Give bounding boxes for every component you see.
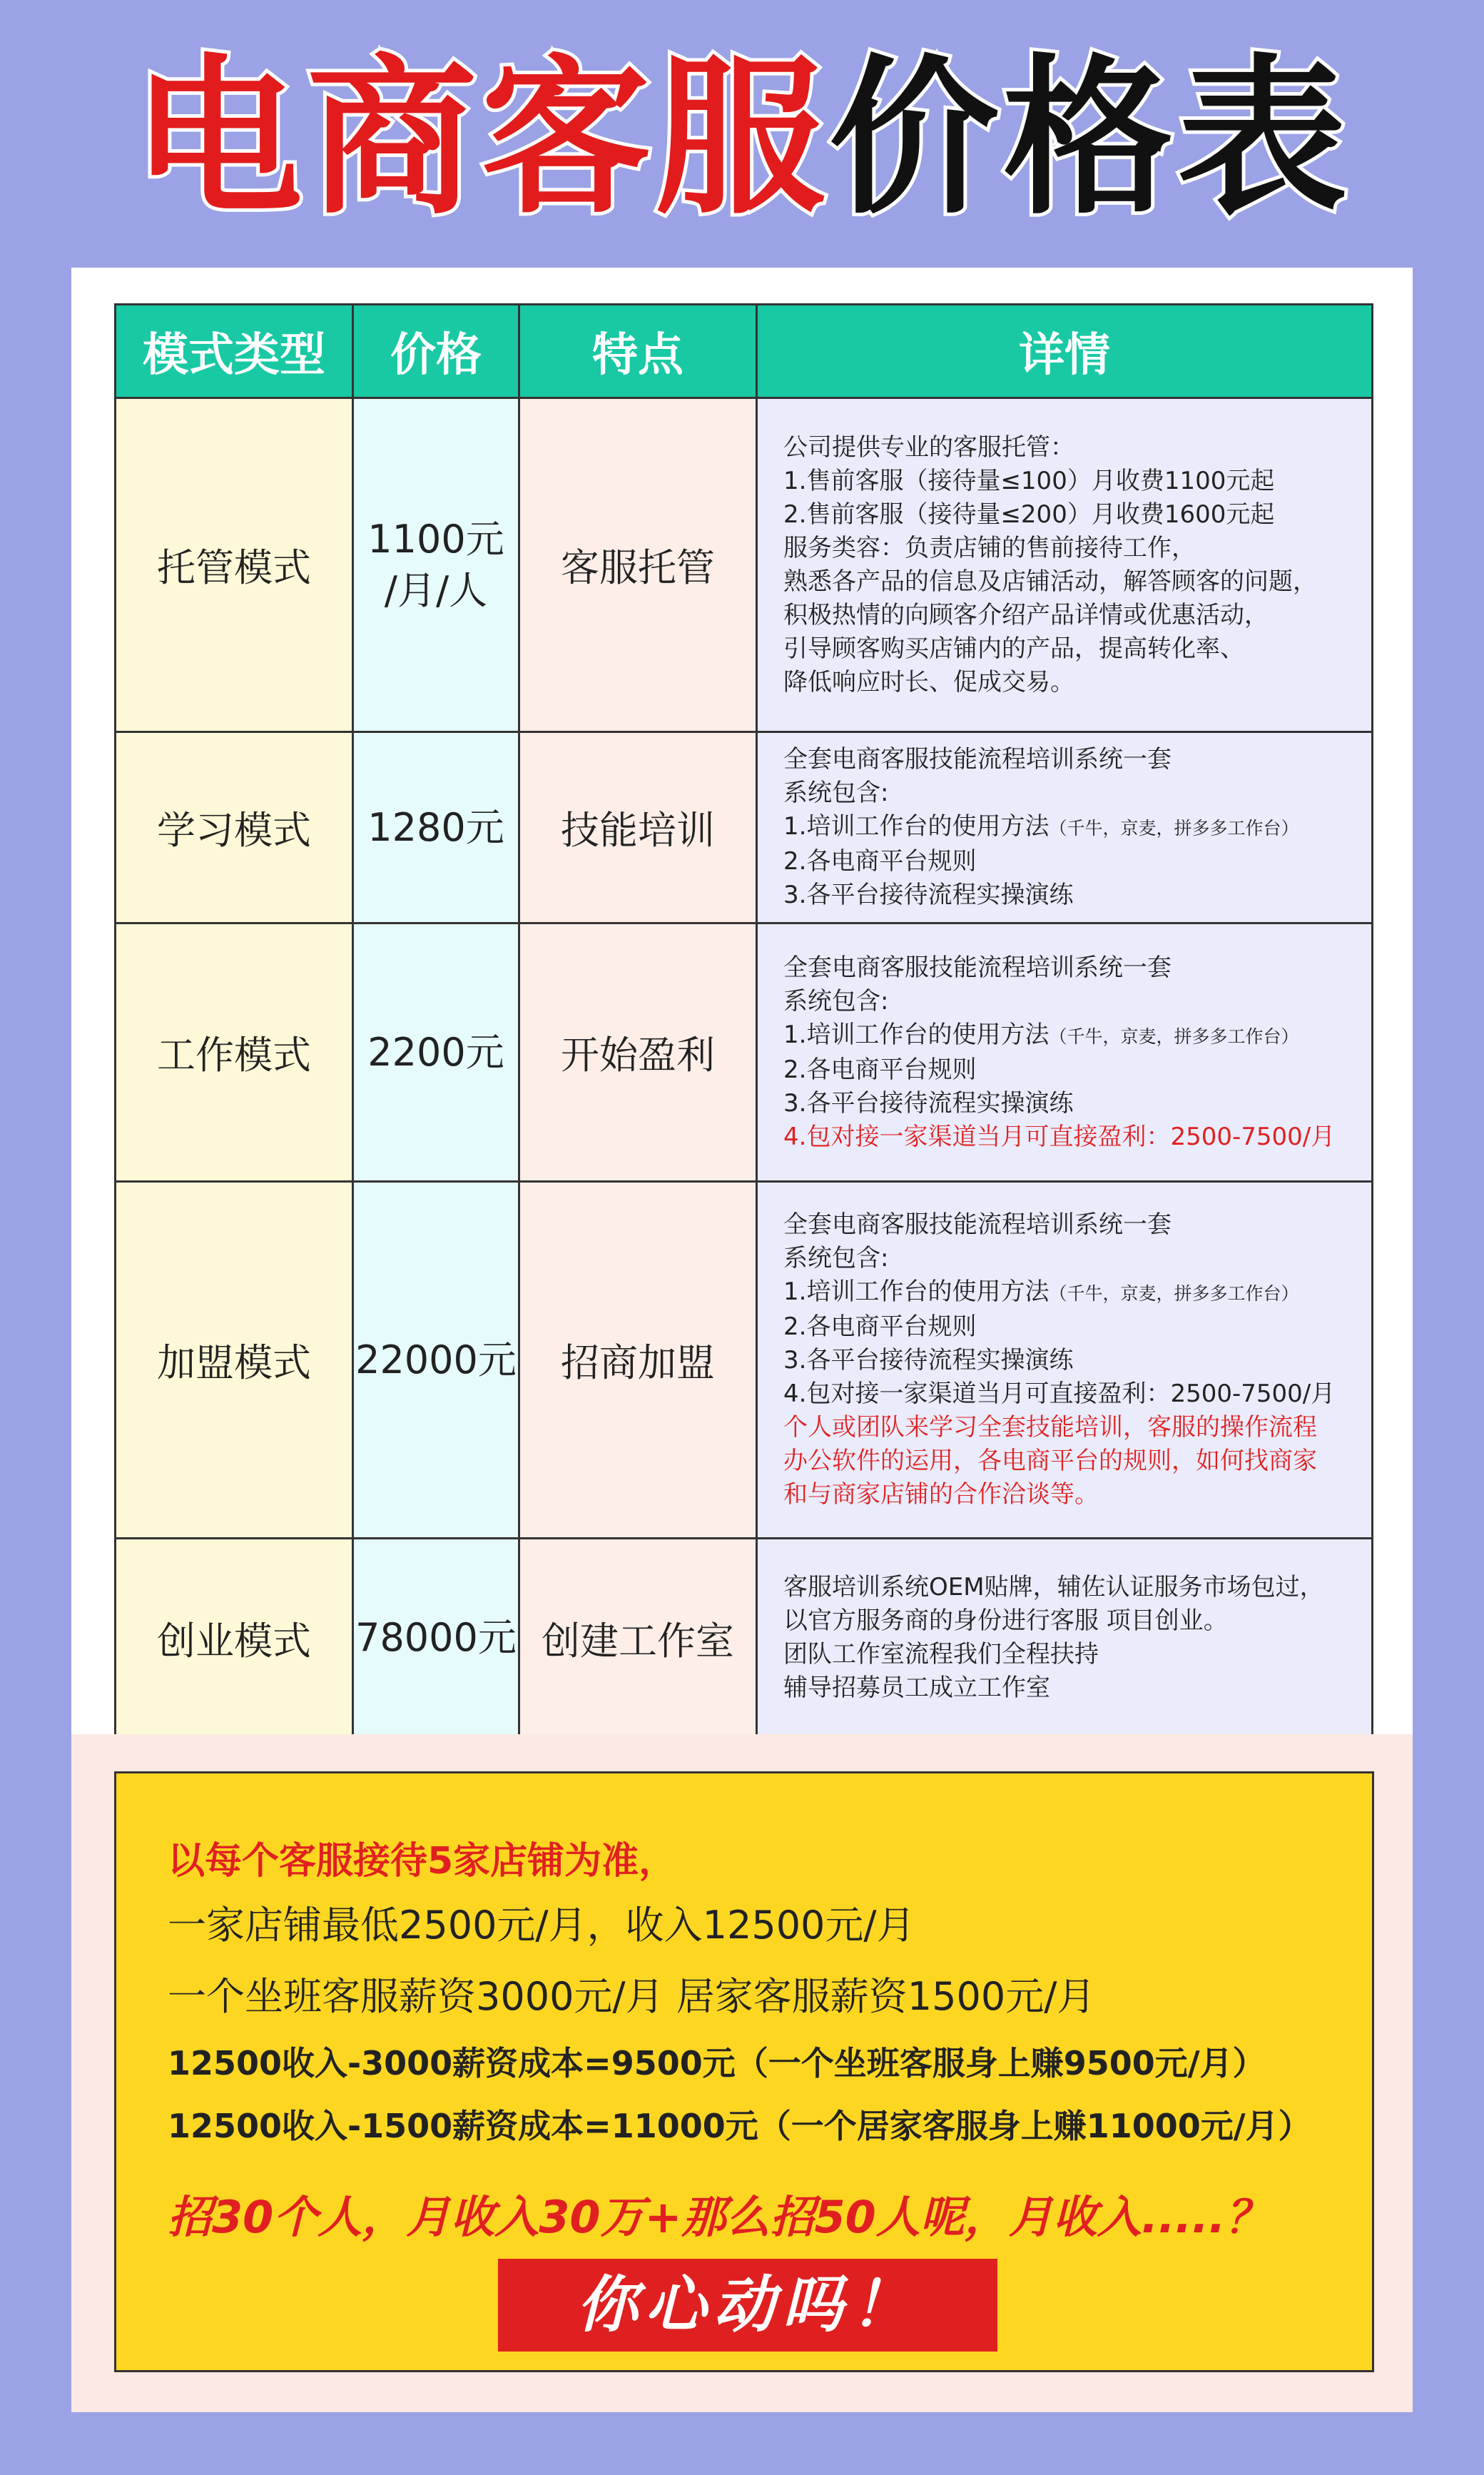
detail-line: 3.各平台接待流程实操演练 [783, 1088, 1074, 1118]
header-price: 价格 [353, 305, 519, 398]
promo-panel [71, 1734, 1413, 2412]
detail-note: （千牛，京麦，拼多多工作台） [1049, 1283, 1299, 1304]
detail-line: 服务类容：负责店铺的售前接待工作， [783, 533, 1196, 562]
table-row [116, 732, 1373, 923]
detail-line: 3.各平台接待流程实操演练 [783, 1346, 1074, 1375]
detail-line: 降低响应时长、促成交易。 [783, 667, 1074, 697]
price-line: 1100元 [367, 516, 504, 562]
table-row [116, 398, 1373, 732]
title-red-part: 电商客服 [133, 40, 829, 238]
detail-line-highlight: 和与商家店铺的合作洽谈等。 [783, 1480, 1099, 1509]
promo-calc-line: 12500收入-1500薪资成本=11000元（一个居家客服身上赚11000元/月） [168, 2107, 1311, 2145]
detail-line [783, 1018, 1367, 1053]
feature-cell: 技能培训 [519, 732, 757, 923]
price-line: /月/人 [384, 567, 488, 613]
feature-cell: 客服托管 [519, 398, 757, 732]
detail-line-highlight: 办公软件的运用，各电商平台的规则，如何找商家 [783, 1447, 1317, 1475]
detail-line-highlight: 个人或团队来学习全套技能培训，客服的操作流程 [783, 1413, 1317, 1442]
cta-banner: 你心动吗！ [498, 2259, 997, 2352]
price-table-card [71, 268, 1413, 1734]
detail-line: 3.各平台接待流程实操演练 [783, 881, 1074, 909]
detail-note: （千牛，京麦，拼多多工作台） [1049, 818, 1299, 839]
mode-cell: 托管模式 [116, 398, 353, 732]
header-mode: 模式类型 [116, 305, 353, 398]
detail-line: 全套电商客服技能流程培训系统一套 [783, 745, 1172, 774]
feature-cell: 招商加盟 [519, 1182, 757, 1539]
detail-line: 积极热情的向顾客介绍产品详情或优惠活动， [783, 600, 1269, 629]
price-cell: 1280元 [353, 732, 519, 923]
promo-box [114, 1771, 1374, 2372]
page-title [0, 40, 1484, 238]
detail-text: 1.培训工作台的使用方法 [783, 1020, 1050, 1049]
detail-line: 客服培训系统OEM贴牌，辅佐认证服务市场包过， [783, 1573, 1324, 1601]
price-cell: 22000元 [353, 1182, 519, 1539]
detail-line: 系统包含: [783, 1244, 889, 1272]
detail-line: 2.各电商平台规则 [783, 1055, 977, 1084]
detail-line: 2.各电商平台规则 [783, 847, 977, 876]
promo-line: 一家店铺最低2500元/月，收入12500元/月 [168, 1903, 915, 1948]
table-row [116, 1539, 1373, 1738]
detail-line: 2.售前客服（接待量≤200）月收费1600元起 [783, 500, 1275, 529]
promo-line: 一个坐班客服薪资3000元/月 居家客服薪资1500元/月 [168, 1974, 1096, 2019]
detail-line: 全套电商客服技能流程培训系统一套 [783, 1210, 1172, 1239]
mode-cell: 加盟模式 [116, 1182, 353, 1539]
mode-cell: 学习模式 [116, 732, 353, 923]
detail-note: （千牛，京麦，拼多多工作台） [1049, 1026, 1299, 1047]
details-cell [757, 1539, 1373, 1738]
price-table [114, 303, 1373, 1738]
detail-line-highlight: 4.包对接一家渠道当月可直接盈利：2500-7500/月 [783, 1122, 1336, 1151]
details-cell [757, 732, 1373, 923]
table-row [116, 1182, 1373, 1539]
details-cell [757, 398, 1373, 732]
detail-line: 2.各电商平台规则 [783, 1312, 977, 1341]
promo-question: 招30个人，月收入30万+那么招50人呢，月收入.....？ [168, 2191, 1270, 2243]
detail-line: 4.包对接一家渠道当月可直接盈利：2500-7500/月 [783, 1380, 1336, 1408]
feature-cell: 开始盈利 [519, 923, 757, 1182]
header-details: 详情 [757, 305, 1373, 398]
detail-line: 以官方服务商的身份进行客服 项目创业。 [783, 1606, 1228, 1635]
title-black-part: 价格表 [829, 40, 1351, 238]
promo-headline: 以每个客服接待5家店铺为准， [168, 1840, 676, 1883]
detail-line: 全套电商客服技能流程培训系统一套 [783, 953, 1172, 982]
detail-line: 引导顾客购买店铺内的产品，提高转化率、 [783, 634, 1244, 663]
mode-cell: 创业模式 [116, 1539, 353, 1738]
feature-cell: 创建工作室 [519, 1539, 757, 1738]
table-header-row [116, 305, 1373, 398]
detail-line: 系统包含: [783, 779, 889, 807]
price-cell [353, 398, 519, 732]
price-cell: 2200元 [353, 923, 519, 1182]
price-cell: 78000元 [353, 1539, 519, 1738]
promo-calc-line: 12500收入-3000薪资成本=9500元（一个坐班客服身上赚9500元/月） [168, 2044, 1266, 2082]
detail-text: 1.培训工作台的使用方法 [783, 1277, 1050, 1306]
detail-text: 1.培训工作台的使用方法 [783, 812, 1050, 841]
table-row [116, 923, 1373, 1182]
detail-line: 公司提供专业的客服托管： [783, 432, 1074, 462]
mode-cell: 工作模式 [116, 923, 353, 1182]
detail-line: 1.售前客服（接待量≤100）月收费1100元起 [783, 466, 1275, 495]
detail-line: 熟悉各产品的信息及店铺活动，解答顾客的问题， [783, 567, 1317, 596]
detail-line: 团队工作室流程我们全程扶持 [783, 1640, 1099, 1669]
detail-line: 辅导招募员工成立工作室 [783, 1674, 1050, 1702]
details-cell [757, 923, 1373, 1182]
details-cell [757, 1182, 1373, 1539]
detail-line [783, 810, 1367, 845]
header-feature: 特点 [519, 305, 757, 398]
detail-line [783, 1275, 1367, 1310]
detail-line: 系统包含: [783, 986, 889, 1016]
